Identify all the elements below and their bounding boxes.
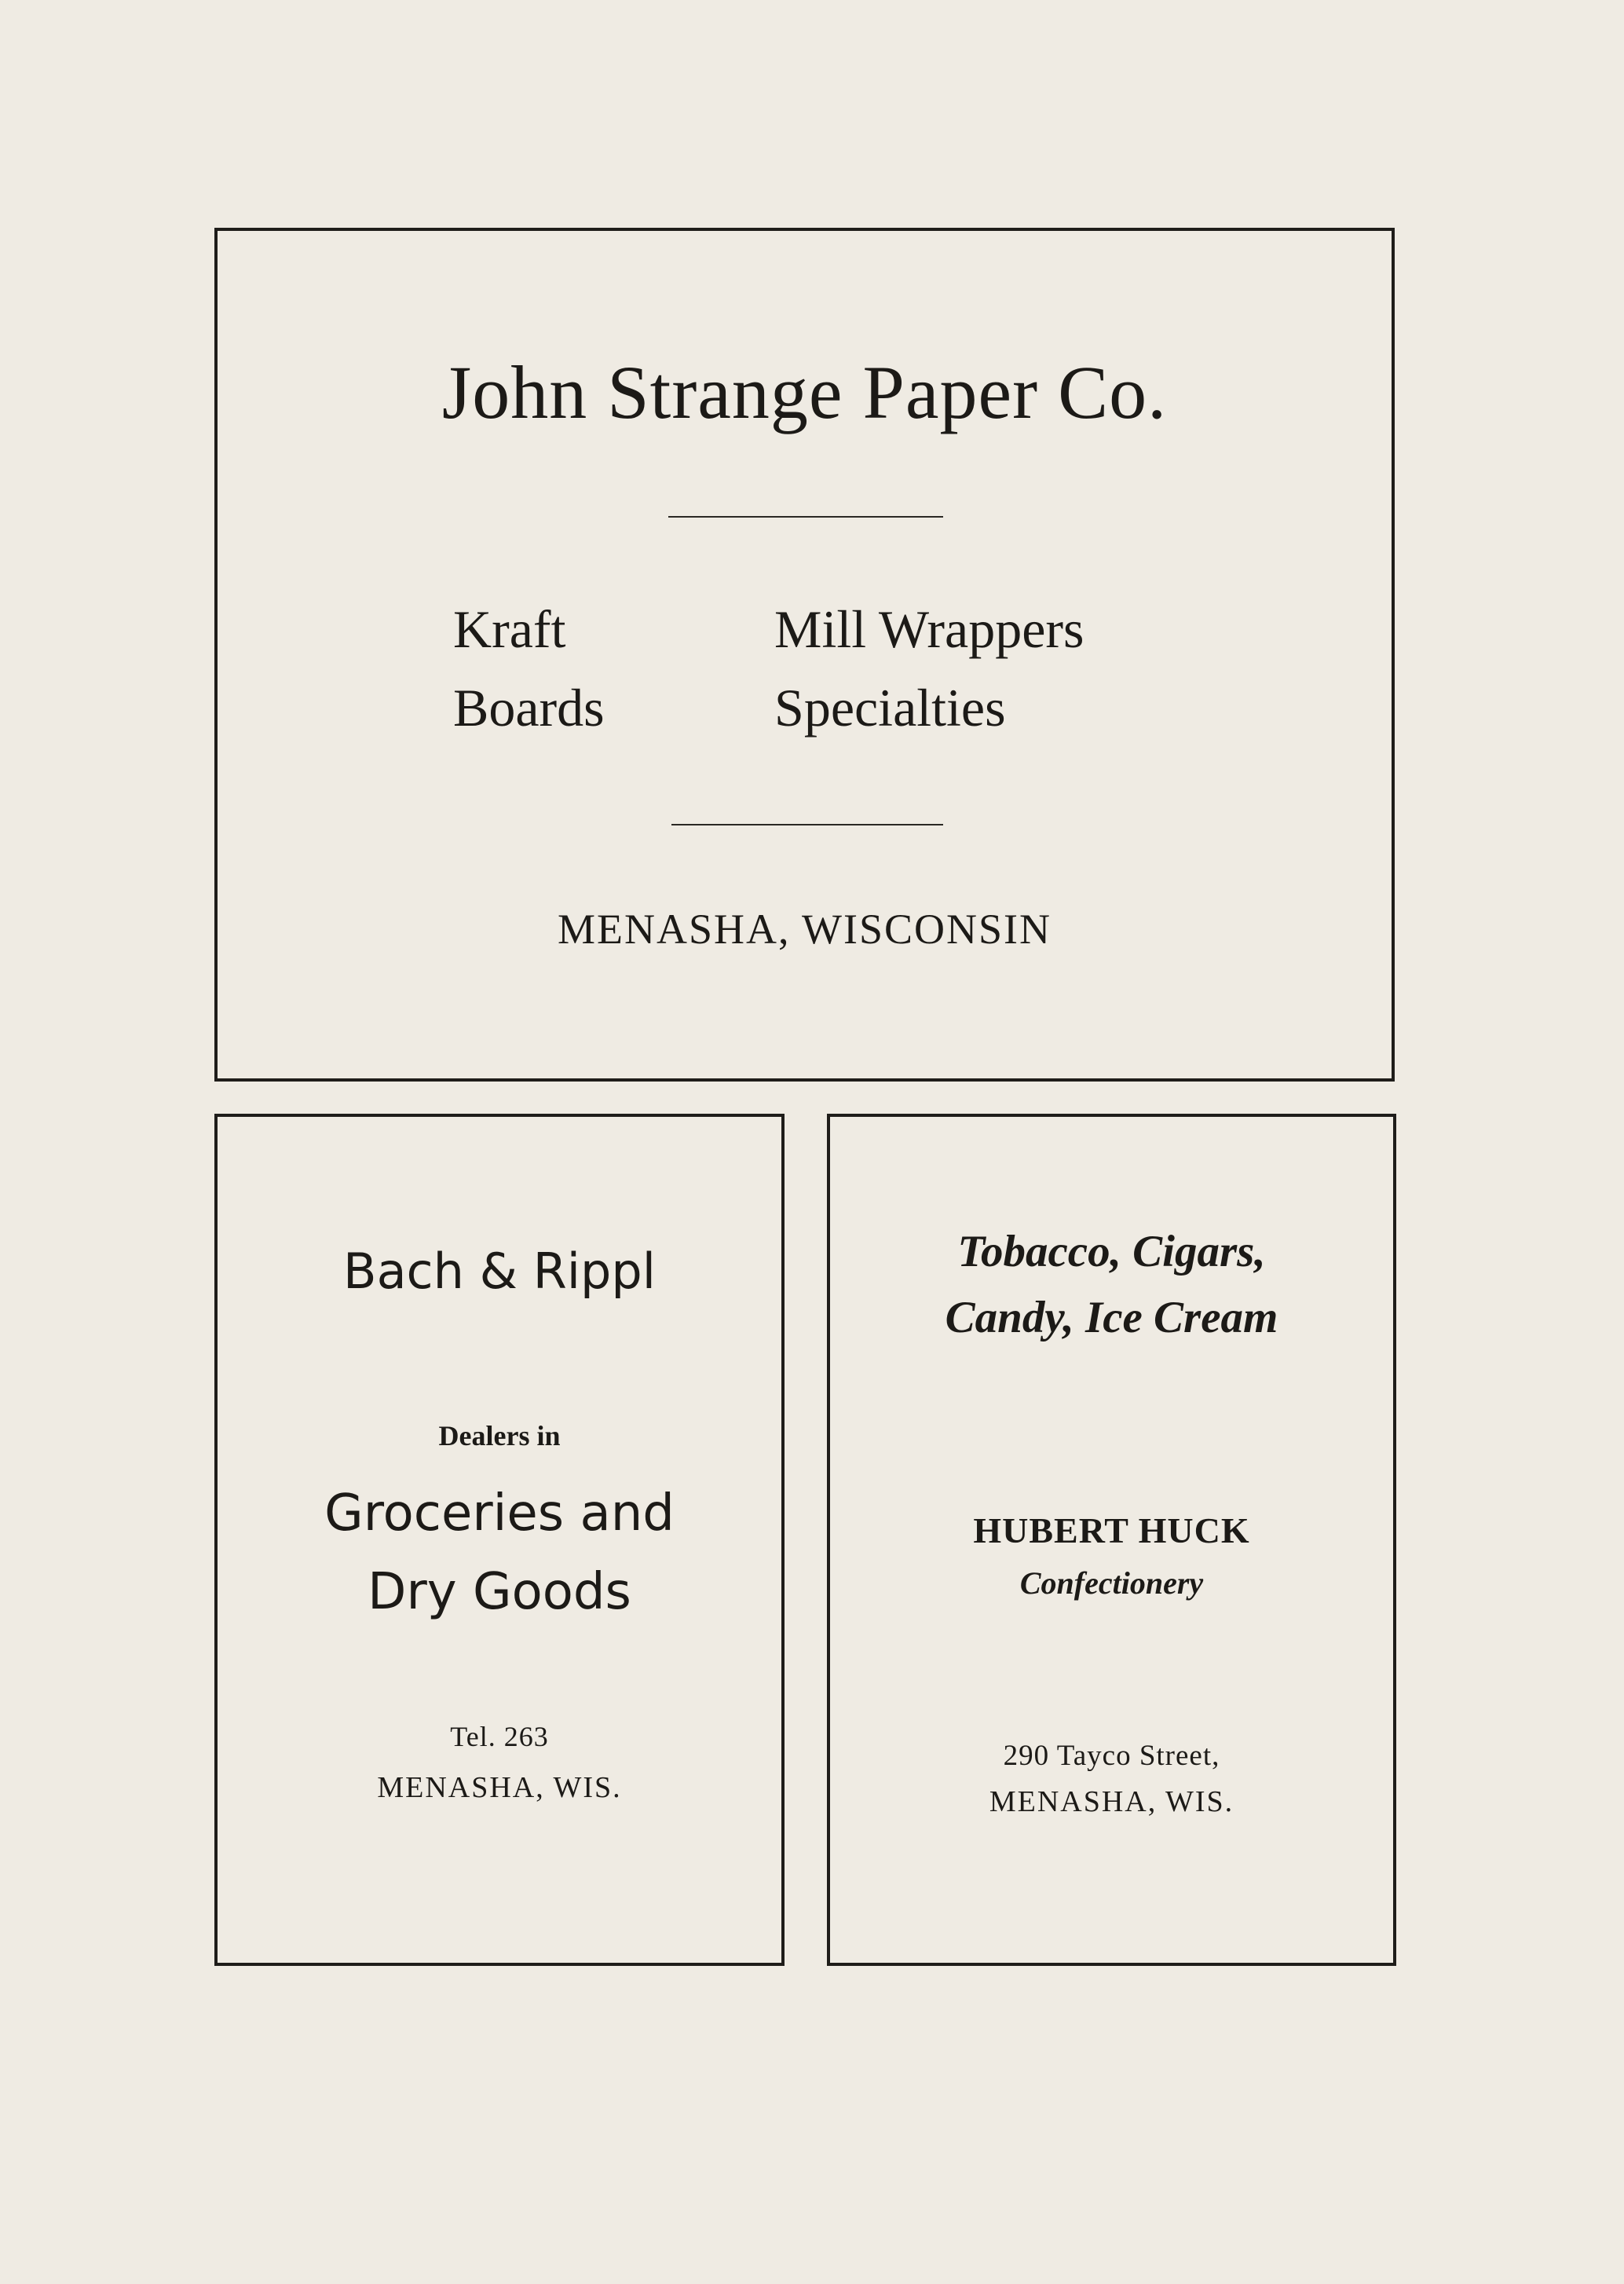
headline-line-1: Tobacco, Cigars, <box>957 1227 1266 1276</box>
goods-description <box>218 1474 781 1631</box>
business-type: Confectionery <box>1019 1565 1204 1601</box>
dealers-in-label: Dealers in <box>438 1420 561 1451</box>
street-address: 290 Tayco Street, <box>1003 1740 1220 1772</box>
product-specialties: Specialties <box>774 678 1006 738</box>
company-name: John Strange Paper Co. <box>441 350 1168 434</box>
product-mill-wrappers: Mill Wrappers <box>774 599 1084 659</box>
headline <box>830 1219 1393 1351</box>
telephone: Tel. 263 <box>450 1721 549 1752</box>
divider-rule <box>668 516 943 518</box>
location: MENASHA, WIS. <box>989 1785 1234 1818</box>
product-boards: Boards <box>453 678 605 738</box>
location: MENASHA, WISCONSIN <box>557 906 1052 953</box>
headline-line-2: Candy, Ice Cream <box>945 1293 1278 1342</box>
proprietor-name: HUBERT HUCK <box>973 1510 1250 1550</box>
ad-hubert-huck <box>827 1114 1396 1966</box>
goods-line-1: Groceries and <box>324 1484 675 1543</box>
company-name: Bach & Rippl <box>343 1243 656 1300</box>
location: MENASHA, WIS. <box>377 1771 622 1804</box>
goods-line-2: Dry Goods <box>368 1563 631 1621</box>
ad-john-strange-paper <box>214 228 1395 1082</box>
product-kraft: Kraft <box>453 599 566 659</box>
ad-bach-rippl <box>214 1114 785 1966</box>
divider-rule <box>671 824 943 825</box>
